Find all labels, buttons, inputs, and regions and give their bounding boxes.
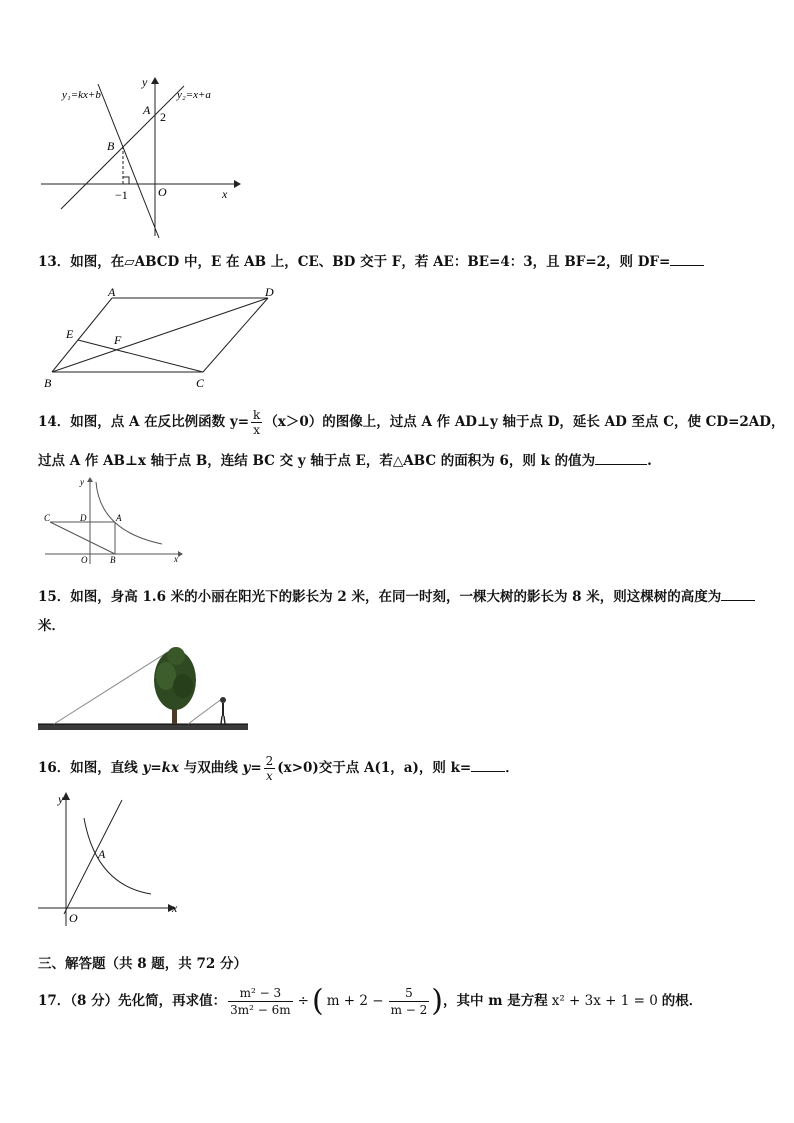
question-15-text: 15．如图，身高 1.6 米的小丽在阳光下的影长为 2 米，在同一时刻，一棵大树的影长为 8 米，则这棵树的高度为 [38,589,722,605]
question-17 [38,984,702,1019]
label-f: F [114,333,122,347]
question-13-text: 13．如图，在▱ABCD 中，E 在 AB 上，CE、BD 交于 F，若 AE：BE=4：3，且 BF=2，则 DF= [38,254,671,270]
question-17-text-a: 17．（8 分）先化简，再求值： [38,993,227,1009]
question-17-text-c: 的根． [661,993,703,1009]
answer-blank-13[interactable] [670,253,704,266]
question-14-text-a: 14．如图，点 A 在反比例函数 y= [38,414,250,430]
right-paren: ) [431,983,444,1019]
girl-head [220,697,226,703]
label-a: A [108,285,116,299]
label-x: x [174,554,178,564]
figure-line-hyperbola [36,790,181,928]
label-d: D [265,285,274,299]
answer-blank-15[interactable] [721,588,755,601]
label-two: 2 [160,110,166,124]
label-x-axis: x [222,187,228,201]
inner-expression: m + 2 − [326,993,384,1009]
label-b: B [44,376,52,390]
quadratic-equation: x² + 3x + 1 = 0 [551,993,658,1009]
fraction-1-numerator: m² − 3 [228,985,293,1002]
question-16-text-c: (x>0)交于点 A(1，a)，则 k= [277,760,472,776]
label-y: y [58,792,64,806]
label-x: x [172,901,178,915]
answer-blank-16[interactable] [471,759,505,772]
section-heading [38,952,247,972]
fraction-denominator: x [266,769,273,783]
question-16-text-a: 16．如图，直线 [38,760,143,776]
label-a: A [116,513,122,523]
question-15-unit: 米． [38,618,65,634]
fraction-2-numerator: 5 [389,985,430,1002]
fraction-k-over-x [251,408,262,437]
equation-line: y=kx [142,760,180,776]
fraction-2 [389,985,430,1018]
label-point-b: B [107,139,115,153]
fraction-2-denominator: m − 2 [390,1003,428,1017]
answer-blank-14[interactable] [595,452,647,465]
question-14-line1 [38,408,784,437]
fraction-numerator: 2 [265,754,274,768]
question-14-end: . [647,453,652,469]
label-origin: O [158,185,167,199]
label-y1: y₁=kx+b [62,89,101,101]
label-a: A [98,847,106,861]
question-15-line2 [38,614,65,634]
label-minus-one: −1 [115,188,128,202]
section-heading-text: 三、解答题（共 8 题，共 72 分） [38,956,247,972]
label-b: B [110,555,116,565]
question-14-text-c: 过点 A 作 AB⊥x 轴于点 B，连结 BC 交 y 轴于点 E，若△ABC 的面积为 6，则 k 的值为 [38,453,596,469]
fraction-numerator: k [253,408,261,422]
label-o: O [81,555,88,565]
question-16-text-b: 与双曲线 [179,760,243,776]
question-14-line2 [38,449,652,469]
left-paren: ( [311,983,324,1019]
figure-parallelogram [38,284,283,394]
label-point-a: A [143,103,151,117]
figure-linear-functions [36,74,241,240]
figure-tree-shadow [38,642,248,738]
question-16 [38,754,519,783]
label-c: C [196,376,205,390]
equation-hyperbola: y= [242,760,262,776]
fraction-1 [228,985,293,1018]
label-y: y [80,477,84,487]
fraction-denominator: x [253,423,261,437]
question-17-text-b: ，其中 m 是方程 [443,993,548,1009]
figure-inverse-function [40,476,185,566]
label-y-axis: y [142,75,148,89]
divide-sign: ÷ [297,993,309,1009]
question-15-line1 [38,585,755,605]
label-o: O [69,911,78,925]
question-13 [38,250,704,270]
question-14-text-b: （x＞0）的图像上，过点 A 作 AD⊥y 轴于点 D，延长 AD 至点 C，使 CD=2AD， [264,414,785,430]
fraction-2-over-x [264,754,276,783]
label-c: C [44,513,51,523]
label-e: E [66,327,74,341]
label-y2: y₂=x+a [177,89,211,101]
label-d: D [80,513,87,523]
question-16-end: ． [505,760,519,776]
fraction-1-denominator: 3m² − 6m [230,1003,291,1017]
